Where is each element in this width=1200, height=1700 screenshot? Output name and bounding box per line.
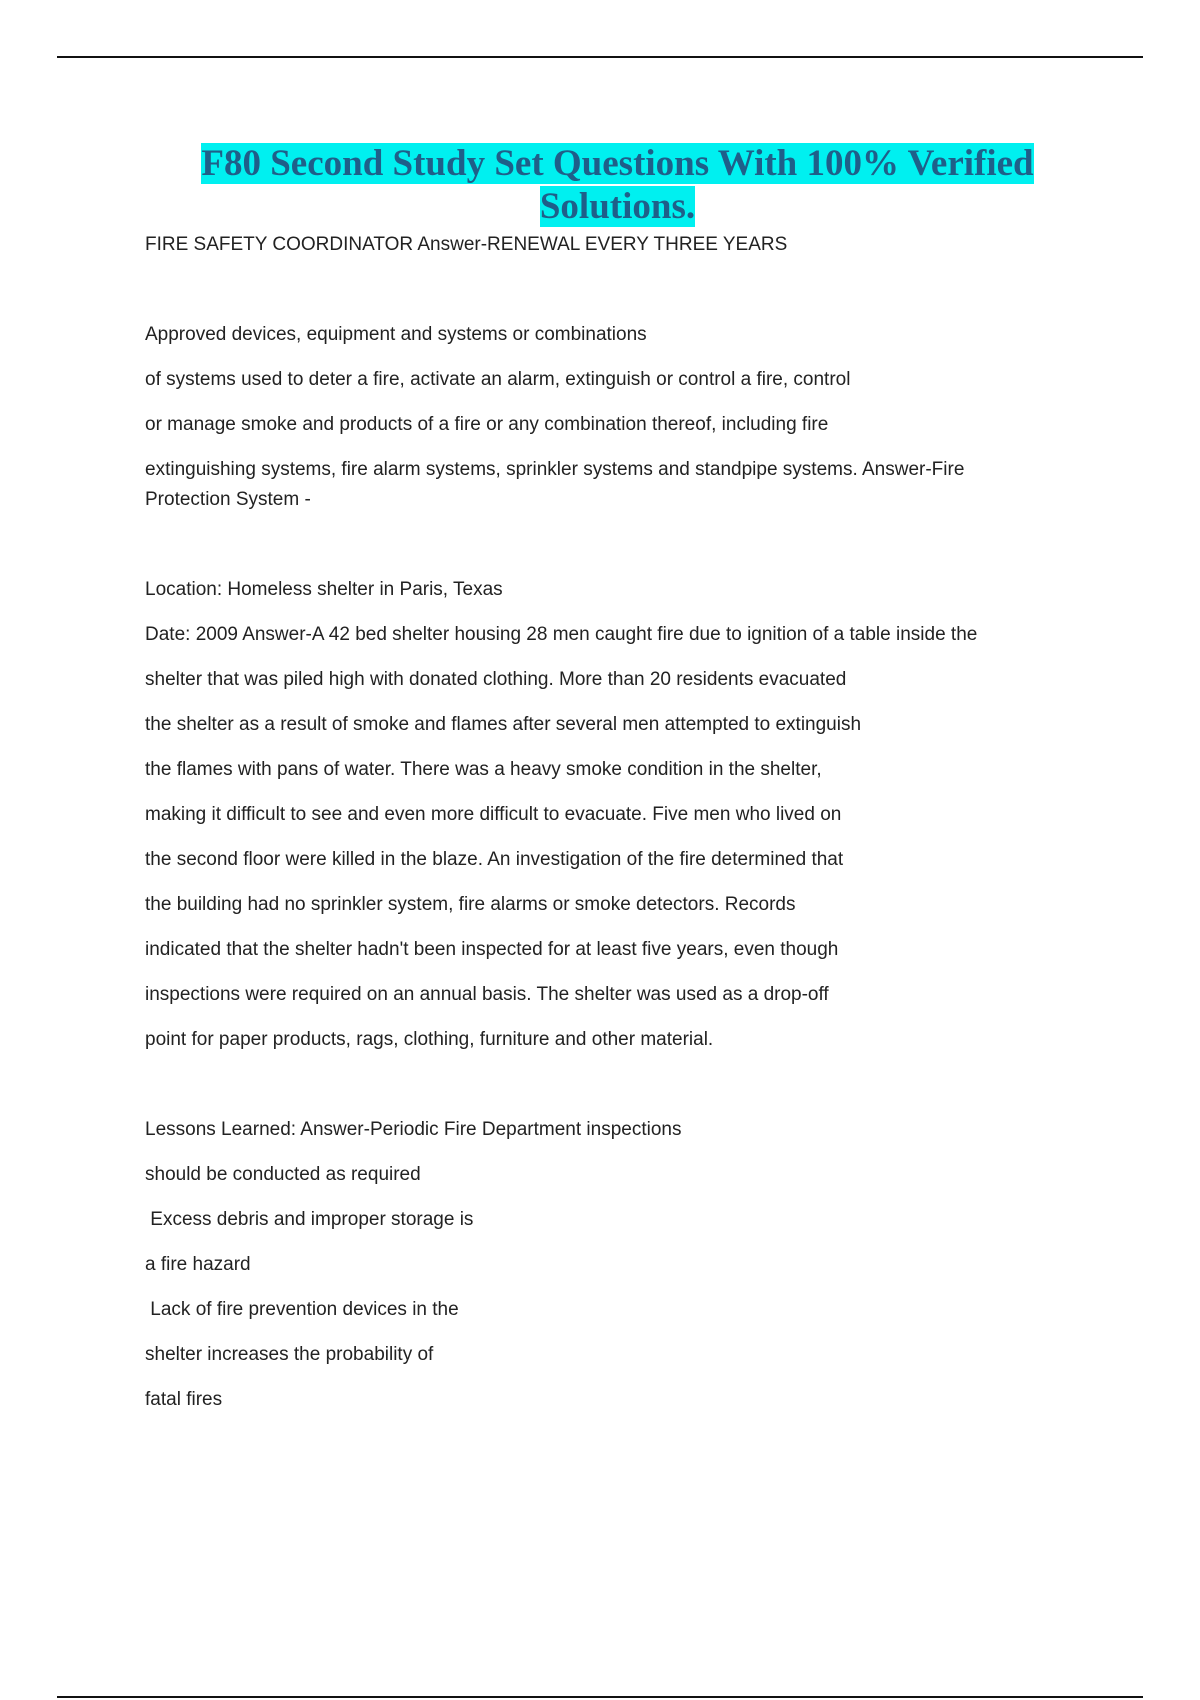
qa-block-fire-protection-system [145, 322, 1065, 532]
qa-line: point for paper products, rags, clothing, furniture and other material. [145, 1029, 714, 1050]
qa-block-paris-texas [145, 577, 1065, 1072]
qa-line: the building had no sprinkler system, fire alarms or smoke detectors. Records [145, 894, 796, 915]
qa-line: shelter increases the probability of [145, 1344, 434, 1365]
bottom-rule [57, 1696, 1143, 1698]
qa-line: indicated that the shelter hadn't been inspected for at least five years, even though [145, 939, 839, 960]
section-gap [145, 1072, 1065, 1117]
qa-line: inspections were required on an annual basis. The shelter was used as a drop-off [145, 984, 829, 1005]
title-line-2: Solutions. [539, 186, 696, 227]
qa-line: of systems used to deter a fire, activate an alarm, extinguish or control a fire, control [145, 369, 851, 390]
qa-line: or manage smoke and products of a fire or any combination thereof, including fire [145, 414, 829, 435]
section-gap [145, 532, 1065, 577]
qa-line: Location: Homeless shelter in Paris, Texas [145, 579, 503, 600]
qa-line: Protection System - [145, 489, 311, 510]
qa-line: making it difficult to see and even more difficult to evacuate. Five men who lived on [145, 804, 842, 825]
title-line-1: F80 Second Study Set Questions With 100% Verified [201, 143, 1034, 184]
qa-line: FIRE SAFETY COORDINATOR Answer-RENEWAL EVERY THREE YEARS [145, 234, 788, 255]
qa-line: should be conducted as required [145, 1164, 421, 1185]
qa-block-lessons-learned [145, 1117, 1065, 1432]
qa-line: the shelter as a result of smoke and flames after several men attempted to extinguish [145, 714, 862, 735]
qa-line: a fire hazard [145, 1254, 251, 1275]
qa-line: fatal fires [145, 1389, 223, 1410]
qa-line: Lack of fire prevention devices in the [145, 1299, 459, 1320]
qa-line: the second floor were killed in the blaze. An investigation of the fire determined that [145, 849, 844, 870]
qa-line: Approved devices, equipment and systems or combinations [145, 324, 647, 345]
qa-block-coordinator [145, 232, 1065, 277]
qa-line: the flames with pans of water. There was a heavy smoke condition in the shelter, [145, 759, 822, 780]
document-body [145, 232, 1065, 1432]
top-rule [57, 56, 1143, 58]
qa-line: extinguishing systems, fire alarm systems, sprinkler systems and standpipe systems. Answer-Fire [145, 459, 965, 480]
document-title [130, 142, 1105, 228]
qa-line: Date: 2009 Answer-A 42 bed shelter housing 28 men caught fire due to ignition of a table inside the [145, 624, 978, 645]
qa-line: Excess debris and improper storage is [145, 1209, 474, 1230]
qa-line: Lessons Learned: Answer-Periodic Fire Department inspections [145, 1119, 682, 1140]
qa-line: shelter that was piled high with donated clothing. More than 20 residents evacuated [145, 669, 847, 690]
section-gap [145, 277, 1065, 322]
